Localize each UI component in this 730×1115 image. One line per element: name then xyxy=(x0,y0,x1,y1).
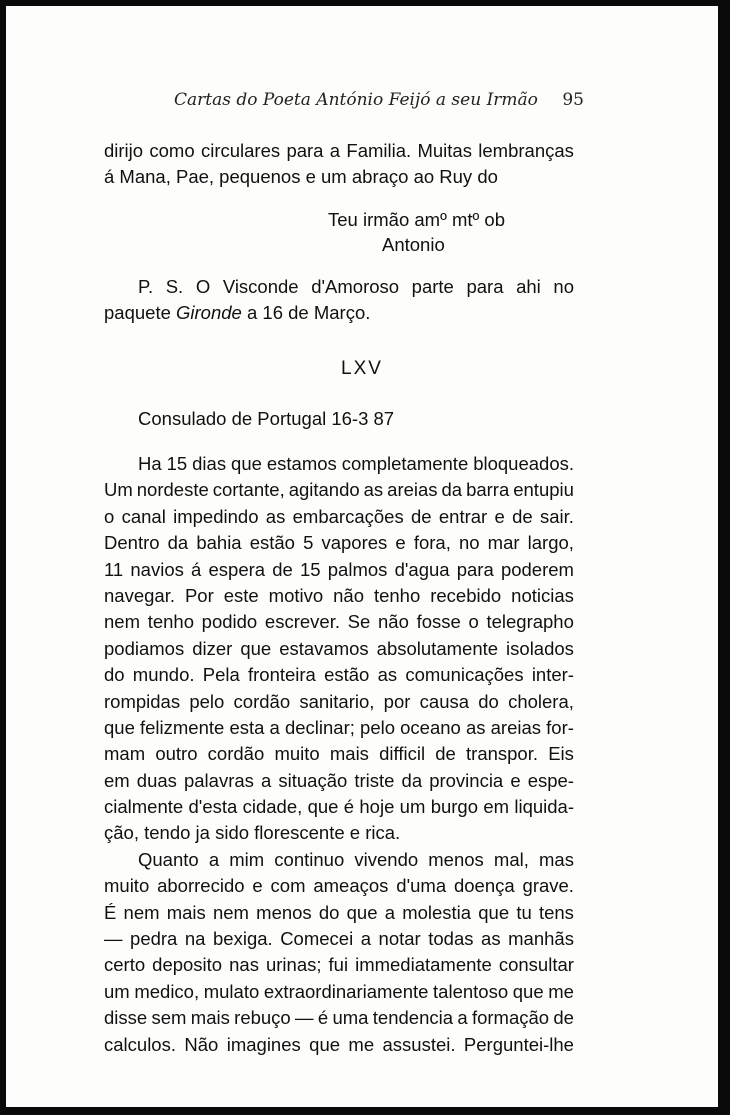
text-line: navegar. Por este motivo não tenho recebido noticias xyxy=(104,584,574,606)
text-line: ção, tendo ja sido florescente e rica. xyxy=(104,822,401,844)
text-line: É nem mais nem menos do que a molestia que tu tens xyxy=(104,901,574,923)
text-line: Dentro da bahia estão 5 vapores e fora, no mar largo, xyxy=(104,532,574,554)
text-line: Quanto a mim continuo vivendo menos mal, mas xyxy=(138,848,574,870)
running-title: Cartas do Poeta António Feijó a seu Irmão xyxy=(174,90,538,110)
text-line: Ha 15 dias que estamos completamente bloqueados. xyxy=(138,453,574,474)
text-line: certo deposito nas urinas; fui immediatamente consultar xyxy=(104,954,574,976)
section-number: LXV xyxy=(341,358,383,379)
text-line: em duas palavras a situação triste da provincia e espe- xyxy=(104,769,574,791)
running-header xyxy=(174,90,584,116)
text-line: um medico, mulato extraordinariamente talentoso que me xyxy=(104,980,574,1002)
text-line: 11 navios á espera de 15 palmos d'agua para poderem xyxy=(104,558,574,580)
signature-line-2: Antonio xyxy=(382,234,445,255)
text-line: á Mana, Pae, pequenos e um abraço ao Ruy do xyxy=(104,166,498,188)
text-line: dirijo como circulares para a Familia. Muitas lembranças xyxy=(104,140,574,161)
text-line: — pedra na bexiga. Comecei a notar todas as manhãs xyxy=(104,928,574,950)
text-line: podiamos dizer que estavamos absolutamente isolados xyxy=(104,637,574,659)
text-line: nem tenho podido escrever. Se não fosse o telegrapho xyxy=(104,611,574,633)
text-line: Um nordeste cortante, agitando as areias da barra entupiu xyxy=(104,479,574,501)
text-line: rompidas pelo cordão sanitario, por causa do cholera, xyxy=(104,690,574,712)
text-line: cialmente d'esta cidade, que é hoje um burgo em liquida- xyxy=(104,796,574,818)
ps-line-2: paquete Gironde a 16 de Março. xyxy=(104,302,371,324)
dateline-block xyxy=(104,406,574,432)
letter-body xyxy=(104,451,574,1058)
text-line: calculos. Não imagines que me assustei. Perguntei-lhe xyxy=(104,1033,574,1055)
ship-name: Gironde xyxy=(176,302,242,324)
text-line: do mundo. Pela fronteira estão as comunicações inter- xyxy=(104,664,574,686)
dateline: Consulado de Portugal 16-3 87 xyxy=(138,408,395,429)
page-number: 95 xyxy=(562,90,584,110)
postscript xyxy=(104,274,574,327)
text-line: muito aborrecido e com ameaços d'uma doença grave. xyxy=(104,875,574,897)
book-page xyxy=(6,6,718,1107)
signature-line-1: Teu irmão amº mtº ob xyxy=(328,209,505,230)
ps-line-1: P. S. O Visconde d'Amoroso parte para ahi no xyxy=(138,276,574,297)
text-line: mam outro cordão muito mais difficil de transpor. Eis xyxy=(104,743,574,765)
text-line: que felizmente esta a declinar; pelo oceano as areias for- xyxy=(104,716,574,738)
text-line: o canal impedindo as embarcações de entrar e de sair. xyxy=(104,505,574,527)
text-line: disse sem mais rebuço — é uma tendencia a formação de xyxy=(104,1007,574,1029)
closing-text xyxy=(104,138,574,191)
